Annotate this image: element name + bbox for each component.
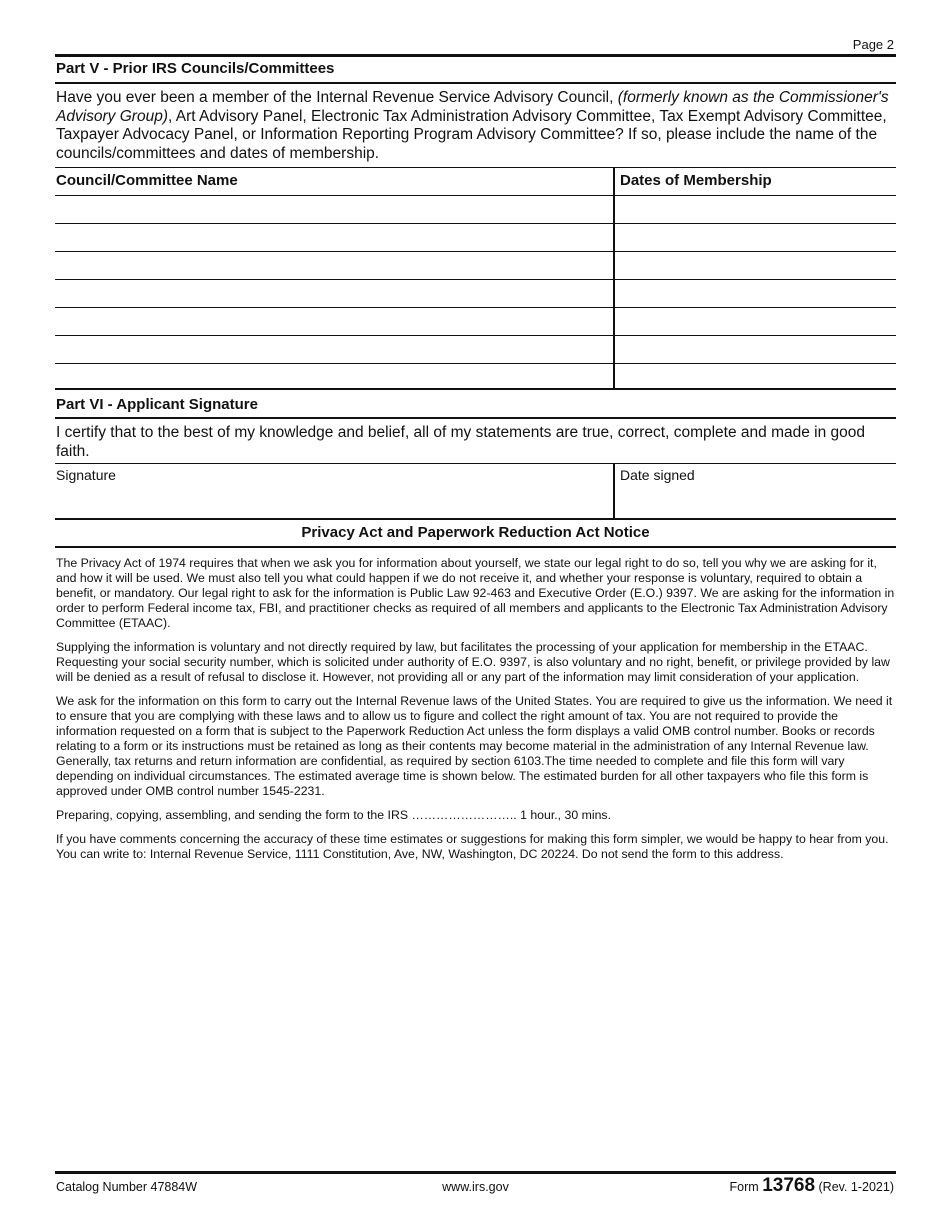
membership-dates-field[interactable] [615, 280, 896, 307]
table-row [55, 335, 896, 363]
intro-text-italic: (formerly known as the Commissioner's Advisory Group) [56, 89, 889, 125]
notice-title: Privacy Act and Paperwork Reduction Act Notice [301, 524, 650, 541]
divider [55, 82, 896, 84]
intro-text-a: Have you ever been a member of the Internal Revenue Service Advisory Council, [56, 89, 618, 106]
part5-title: Part V - Prior IRS Councils/Committees [56, 60, 335, 77]
membership-dates-field[interactable] [615, 336, 896, 363]
part5-intro [56, 89, 894, 163]
membership-dates-field[interactable] [615, 252, 896, 279]
date-signed-label: Date signed [620, 467, 695, 483]
committee-name-field[interactable] [55, 252, 613, 279]
burden-estimate: Preparing, copying, assembling, and sending the form to the IRS …………………….. 1 hour., 30 mins. [56, 808, 611, 822]
divider [55, 546, 896, 548]
committee-name-field[interactable] [55, 196, 613, 223]
privacy-paragraph-3: We ask for the information on this form to carry out the Internal Revenue laws of the United States. You are required to give us the information. We need it to ensure that you are complying with these laws and to allow us to figure and collect the right amount of tax. You are not required to provide the information requested on a form that is subject to the Paperwork Reduction Act unless the form displays a valid OMB control number. Books or records relating to a form or its instructions must be retained as long as their contents may become material in the administration of any Internal Revenue law. Generally, tax returns and return information are confidential, as required by section 6103.The time needed to complete and file this form will vary depending on individual circumstances. The estimated average time is shown below. The estimated burden for all other taxpayers who file this form is approved under OMB control number 1545-2231. [56, 694, 893, 798]
divider [55, 54, 896, 57]
form-number: 13768 [762, 1175, 816, 1196]
catalog-number: Catalog Number 47884W [56, 1180, 198, 1194]
privacy-paragraph-1: The Privacy Act of 1974 requires that when we ask you for information about yourself, we state our legal right to do so, tell you why we are asking for it, and how it will be used. We must also tell you what could happen if we do not receive it, and whether your response is voluntary, required to obtain a benefit, or mandatory. Our legal right to ask for the information is Public Law 92-463 and Executive Order (E.O.) 9397. We are asking for the information in order to perform Federal income tax, FBI, and practitioner checks as required of all members and applicants to the Electronic Tax Administration Advisory Committee (ETAAC). [56, 556, 895, 630]
table-row [55, 279, 896, 307]
part6-title: Part VI - Applicant Signature [56, 396, 258, 413]
table-row [55, 195, 896, 223]
membership-dates-field[interactable] [615, 224, 896, 251]
page-number: Page 2 [852, 37, 894, 52]
committee-name-field[interactable] [55, 280, 613, 307]
signature-area [55, 463, 896, 520]
membership-table [55, 167, 896, 390]
signature-label: Signature [56, 467, 116, 483]
table-row [55, 251, 896, 279]
divider [55, 417, 896, 419]
intro-text-b: , Art Advisory Panel, Electronic Tax Administration Advisory Committee, Tax Exempt Advisory Committee, Taxpayer Advocacy Panel, or Information Reporting Program Advisory Committee? If so, please include the name of the councils/committees and dates of membership. [56, 107, 887, 162]
certification-text: I certify that to the best of my knowledge and belief, all of my statements are true, correct, complete and made in good faith. [56, 424, 866, 460]
col-header-dates: Dates of Membership [620, 172, 772, 189]
form-prefix: Form [729, 1180, 763, 1194]
table-row [55, 307, 896, 335]
committee-name-field[interactable] [55, 308, 613, 335]
table-row [55, 363, 896, 391]
membership-dates-field[interactable] [615, 196, 896, 223]
signature-field[interactable] [55, 464, 613, 519]
committee-name-field[interactable] [55, 364, 613, 391]
form-page [55, 0, 896, 1230]
form-revision: (Rev. 1-2021) [815, 1180, 894, 1194]
membership-dates-field[interactable] [615, 308, 896, 335]
committee-name-field[interactable] [55, 336, 613, 363]
col-header-name: Council/Committee Name [56, 172, 238, 189]
privacy-paragraph-2: Supplying the information is voluntary and not directly required by law, but facilitates the processing of your application for membership in the ETAAC. Requesting your social security number, which is solicited under authority of E.O. 9397, is also voluntary and no right, benefit, or privilege provided by law will be denied as a result of refusal to disclose it. However, not providing all or any part of the information may limit consideration of your application. [56, 640, 890, 684]
membership-dates-field[interactable] [615, 364, 896, 391]
form-id [730, 1175, 894, 1197]
table-row [55, 223, 896, 251]
website: www.irs.gov [442, 1180, 509, 1194]
footer-divider [55, 1171, 896, 1174]
comments-paragraph: If you have comments concerning the accuracy of these time estimates or suggestions for making this form simpler, we would be happy to hear from you. You can write to: Internal Revenue Service, 1111 Constitution, Ave, NW, Washington, DC 20224. Do not send the form to this address. [56, 832, 889, 861]
committee-name-field[interactable] [55, 224, 613, 251]
date-signed-field[interactable] [615, 464, 896, 519]
